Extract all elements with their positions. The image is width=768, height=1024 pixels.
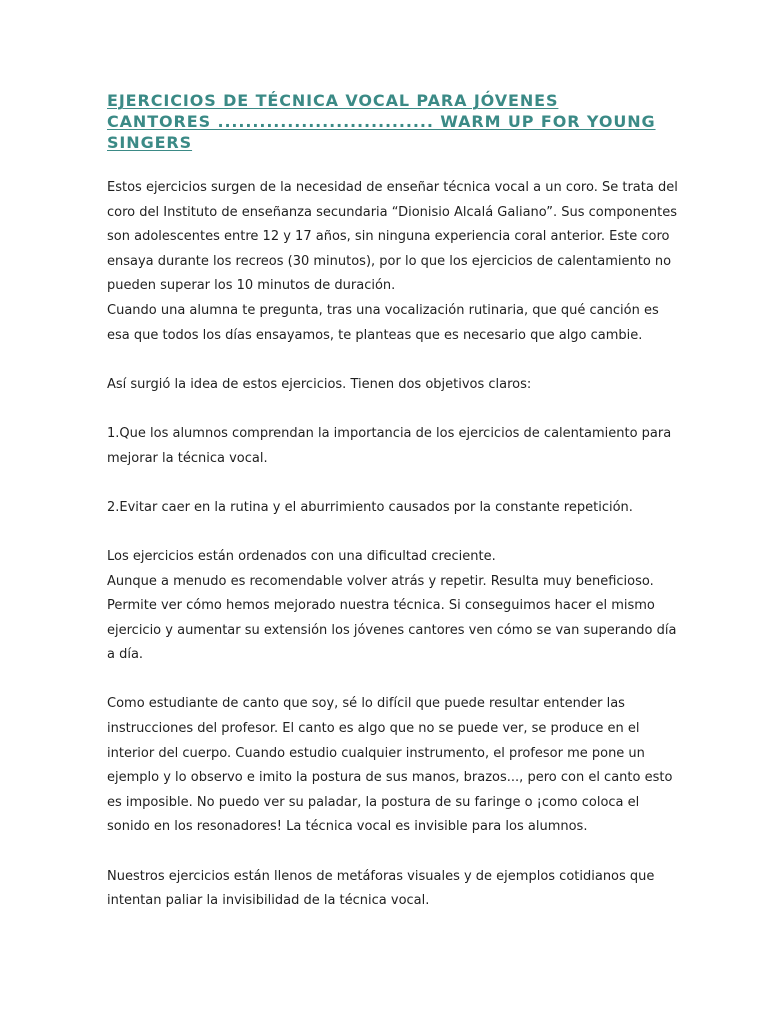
text-line: Aunque a menudo es recomendable volver atrás y repetir. Resulta muy beneficioso.: [107, 573, 654, 589]
paragraph-metaphors: [107, 865, 667, 914]
paragraph-objective-2: [107, 496, 667, 521]
text-line: 1.Que los alumnos comprendan la importancia de los ejercicios de calentamiento para: [107, 425, 672, 441]
text-line: Así surgió la idea de estos ejercicios. Tienen dos objetivos claros:: [107, 376, 532, 392]
text-line: sonido en los resonadores! La técnica vocal es invisible para los alumnos.: [107, 819, 588, 835]
text-line: es imposible. No puedo ver su paladar, la postura de su faringe o ¡como coloca el: [107, 794, 640, 810]
title-line: EJERCICIOS DE TÉCNICA VOCAL PARA JÓVENES: [107, 91, 559, 110]
paragraph-intro: [107, 176, 678, 348]
text-line: intentan paliar la invisibilidad de la técnica vocal.: [107, 893, 430, 909]
text-line: Cuando una alumna te pregunta, tras una vocalización rutinaria, que qué canción es: [107, 302, 659, 318]
text-line: son adolescentes entre 12 y 17 años, sin ninguna experiencia coral anterior. Este coro: [107, 229, 670, 245]
text-line: a día.: [107, 647, 144, 663]
paragraph-difficulty: [107, 545, 677, 668]
text-line: Nuestros ejercicios están llenos de metáforas visuales y de ejemplos cotidianos que: [107, 868, 655, 884]
text-line: esa que todos los días ensayamos, te planteas que es necesario que algo cambie.: [107, 327, 643, 343]
text-line: ejemplo y lo observo e imito la postura de sus manos, brazos..., pero con el canto esto: [107, 770, 673, 786]
text-line: Estos ejercicios surgen de la necesidad de enseñar técnica vocal a un coro. Se trata del: [107, 180, 678, 195]
text-line: Los ejercicios están ordenados con una dificultad creciente.: [107, 548, 496, 564]
text-line: 2.Evitar caer en la rutina y el aburrimiento causados por la constante repetición.: [107, 499, 633, 515]
paragraph-student: [107, 692, 673, 840]
text-line: interior del cuerpo. Cuando estudio cualquier instrumento, el profesor me pone un: [107, 745, 645, 761]
text-line: coro del Instituto de enseñanza secundaria “Dionisio Alcalá Galiano”. Sus componentes: [107, 204, 677, 220]
text-line: Permite ver cómo hemos mejorado nuestra técnica. Si conseguimos hacer el mismo: [107, 598, 655, 614]
text-line: ensaya durante los recreos (30 minutos), por lo que los ejercicios de calentamiento no: [107, 253, 672, 269]
document-body: [107, 176, 678, 914]
paragraph-objective-1: [107, 422, 672, 471]
text-line: pueden superar los 10 minutos de duración.: [107, 278, 396, 294]
text-line: instrucciones del profesor. El canto es algo que no se puede ver, se produce en el: [107, 721, 640, 737]
text-line: mejorar la técnica vocal.: [107, 450, 268, 466]
text-line: ejercicio y aumentar su extensión los jóvenes cantores ven cómo se van superando día: [107, 622, 677, 638]
paragraph-objectives-intro: [107, 373, 667, 398]
title-line: CANTORES ............................... WARM UP FOR YOUNG: [107, 112, 656, 131]
title-line: SINGERS: [107, 133, 193, 152]
document-title: [107, 90, 656, 153]
text-line: Como estudiante de canto que soy, sé lo difícil que puede resultar entender las: [107, 696, 625, 712]
